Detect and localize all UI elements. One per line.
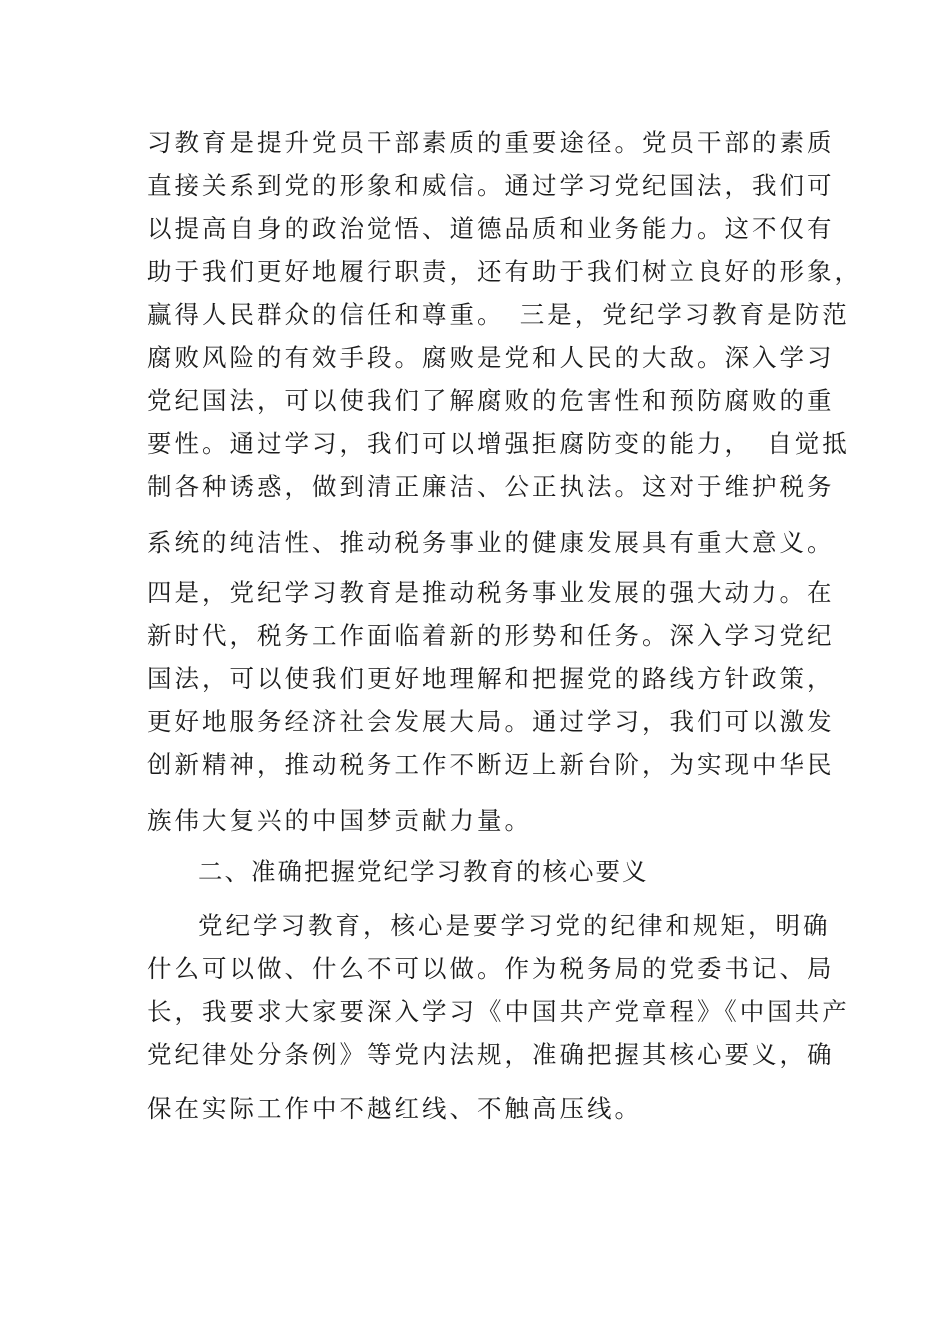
text-line: 更好地服务经济社会发展大局。通过学习，我们可以激发	[147, 707, 835, 736]
text-line: 要性。通过学习，我们可以增强拒腐防变的能力， 自觉抵	[147, 429, 850, 458]
text-line: 系统的纯洁性、推动税务事业的健康发展具有重大意义。	[147, 528, 835, 557]
text-line: 四是，党纪学习教育是推动税务事业发展的强大动力。在	[147, 578, 835, 607]
text-line: 保在实际工作中不越红线、不触高压线。	[147, 1094, 642, 1123]
text-line: 长，我要求大家要深入学习《中国共产党章程》《中国共产	[147, 997, 850, 1026]
text-line: 国法，可以使我们更好地理解和把握党的路线方针政策，	[147, 664, 835, 693]
text-line: 直接关系到党的形象和威信。通过学习党纪国法，我们可	[147, 171, 835, 200]
text-line: 什么可以做、什么不可以做。作为税务局的党委书记、局	[147, 954, 835, 983]
text-line: 习教育是提升党员干部素质的重要途径。党员干部的素质	[147, 128, 835, 157]
text-line: 新时代，税务工作面临着新的形势和任务。深入学习党纪	[147, 621, 835, 650]
text-line: 创新精神，推动税务工作不断迈上新台阶，为实现中华民	[147, 750, 835, 779]
text-line: 助于我们更好地履行职责，还有助于我们树立良好的形象，	[147, 257, 862, 286]
text-line: 以提高自身的政治觉悟、道德品质和业务能力。这不仅有	[147, 214, 835, 243]
text-line: 族伟大复兴的中国梦贡献力量。	[147, 806, 532, 835]
text-line: 党纪律处分条例》等党内法规，准确把握其核心要义，确	[147, 1040, 835, 1069]
text-line: 腐败风险的有效手段。腐败是党和人民的大敌。深入学习	[147, 343, 835, 372]
text-line: 制各种诱惑，做到清正廉洁、公正执法。这对于维护税务	[147, 472, 835, 501]
text-line: 党纪国法，可以使我们了解腐败的危害性和预防腐败的重	[147, 386, 835, 415]
section-heading: 二、准确把握党纪学习教育的核心要义	[198, 857, 649, 886]
text-line: 赢得人民群众的信任和尊重。 三是，党纪学习教育是防范	[147, 300, 850, 329]
paragraph-first-line: 党纪学习教育，核心是要学习党的纪律和规矩，明确	[198, 911, 831, 940]
